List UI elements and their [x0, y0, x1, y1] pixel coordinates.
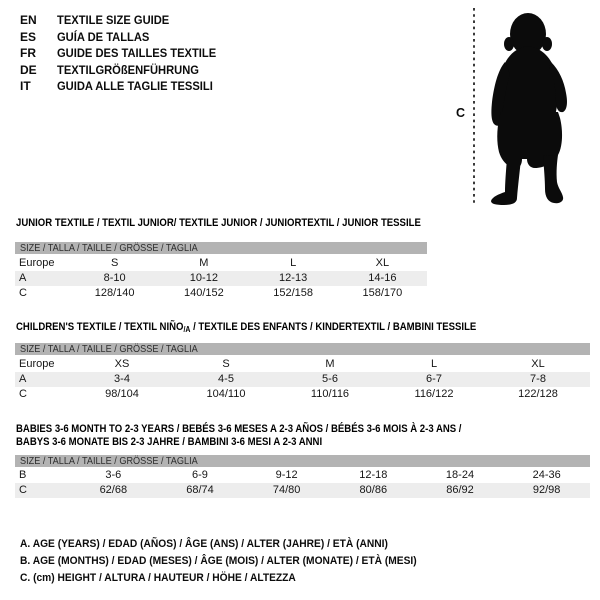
babies-size-header-bar: SIZE / TALLA / TAILLE / GRÖSSE / TAGLIA: [15, 455, 590, 467]
size-cell: S: [110, 257, 119, 269]
language-title-list: [20, 12, 228, 95]
table-row: [15, 468, 590, 483]
babies-table-title: BABIES 3-6 MONTH TO 2-3 YEARS / BEBÉS 3-6 MESES A 2-3 AÑOS / BÉBÉS 3-6 MOIS À 2-3 ANS / BABYS 3-6 MONATE BIS 2-3 JAHRE / BAMBINI 3-6 MESI A 2-3 ANNI: [16, 423, 462, 448]
row-label: C: [19, 287, 27, 299]
language-title: TEXTILGRÖßENFÜHRUNG: [57, 62, 199, 77]
height-cell: 86/92: [446, 484, 474, 496]
row-label: A: [19, 373, 27, 385]
language-code: IT: [20, 79, 31, 94]
size-cell: S: [222, 358, 230, 370]
language-row: [20, 45, 228, 62]
language-row: [20, 78, 228, 95]
size-cell: L: [430, 358, 438, 370]
age-cell: 7-8: [530, 373, 546, 385]
table-row: [15, 271, 427, 286]
junior-table: [15, 256, 427, 301]
age-cell: 14-16: [368, 272, 397, 284]
language-row: [20, 12, 228, 29]
height-measure-line: [472, 8, 476, 206]
height-cell: 92/98: [532, 484, 561, 496]
size-cell: XS: [114, 358, 130, 370]
table-row: [15, 357, 590, 372]
legend-line-a: A. AGE (YEARS) / EDAD (AÑOS) / ÂGE (ANS) / ALTER (JAHRE) / ETÀ (ANNI): [20, 538, 388, 550]
size-cell: M: [325, 358, 335, 370]
height-cell: 104/110: [206, 388, 246, 400]
children-table: [15, 357, 590, 402]
height-cell: 128/140: [94, 287, 135, 299]
months-cell: 6-9: [192, 469, 208, 481]
age-cell: 5-6: [322, 373, 338, 385]
junior-size-header-bar: SIZE / TALLA / TAILLE / GRÖSSE / TAGLIA: [15, 242, 427, 254]
row-label: A: [19, 272, 27, 284]
language-code: EN: [20, 13, 37, 27]
age-cell: 3-4: [114, 373, 130, 385]
row-label: Europe: [19, 358, 55, 370]
language-code: FR: [20, 46, 36, 61]
months-cell: 24-36: [532, 469, 561, 481]
months-cell: 3-6: [105, 469, 122, 481]
table-row: [15, 286, 427, 301]
size-cell: L: [290, 257, 297, 269]
size-cell: XL: [375, 257, 390, 269]
height-cell: 152/158: [273, 287, 313, 299]
row-label: C: [19, 484, 27, 496]
months-cell: 9-12: [275, 469, 298, 481]
height-cell: 98/104: [105, 388, 139, 400]
legend-line-b: B. AGE (MONTHS) / EDAD (MESES) / ÂGE (MOIS) / ALTER (MONATE) / ETÀ (MESI): [20, 554, 417, 567]
children-size-header-bar: SIZE / TALLA / TAILLE / GRÖSSE / TAGLIA: [15, 343, 590, 355]
height-measure-label: C: [456, 106, 466, 120]
toddler-silhouette-icon: [484, 8, 576, 206]
legend-line-c: C. (cm) HEIGHT / ALTURA / HAUTEUR / HÖHE / ALTEZZA: [20, 571, 296, 584]
height-cell: 80/86: [359, 484, 388, 496]
children-table-title: CHILDREN'S TEXTILE / TEXTIL $NIÑO_{/A}$ / TEXTILE DES ENFANTS / KINDERTEXTIL / BAMBINI TESSILE: [16, 321, 477, 334]
age-cell: 12-13: [279, 272, 308, 284]
height-cell: 68/74: [186, 484, 214, 496]
months-cell: 12-18: [359, 469, 388, 481]
age-cell: 10-12: [189, 272, 218, 284]
height-cell: 158/170: [362, 287, 403, 299]
language-code: DE: [20, 62, 37, 77]
measure-legend: [20, 536, 447, 586]
row-label: B: [19, 469, 27, 481]
height-cell: 74/80: [272, 484, 301, 496]
size-cell: M: [199, 257, 209, 269]
language-row: [20, 29, 228, 46]
babies-table: [15, 468, 590, 498]
height-cell: 62/68: [99, 484, 128, 496]
age-cell: 8-10: [103, 272, 126, 284]
row-label: C: [19, 388, 27, 400]
table-row: [15, 483, 590, 498]
language-title: GUÍA DE TALLAS: [57, 29, 150, 44]
language-title: TEXTILE SIZE GUIDE: [57, 13, 170, 27]
language-code: ES: [20, 29, 37, 44]
language-row: [20, 62, 228, 79]
height-cell: 122/128: [518, 388, 558, 400]
language-title: GUIDE DES TAILLES TEXTILE: [57, 46, 217, 61]
months-cell: 18-24: [445, 469, 475, 481]
junior-table-title: JUNIOR TEXTILE / TEXTIL JUNIOR/ TEXTILE JUNIOR / JUNIORTEXTIL / JUNIOR TESSILE: [16, 217, 421, 229]
language-title: GUIDA ALLE TAGLIE TESSILI: [57, 79, 213, 94]
height-cell: 110/116: [310, 388, 350, 400]
table-row: [15, 387, 590, 402]
age-cell: 6-7: [426, 373, 442, 385]
age-cell: 4-5: [218, 373, 234, 385]
height-cell: 116/122: [414, 388, 454, 400]
height-cell: 140/152: [183, 287, 224, 299]
row-label: Europe: [19, 257, 55, 269]
table-row: [15, 372, 590, 387]
table-row: [15, 256, 427, 271]
size-cell: XL: [531, 358, 545, 370]
